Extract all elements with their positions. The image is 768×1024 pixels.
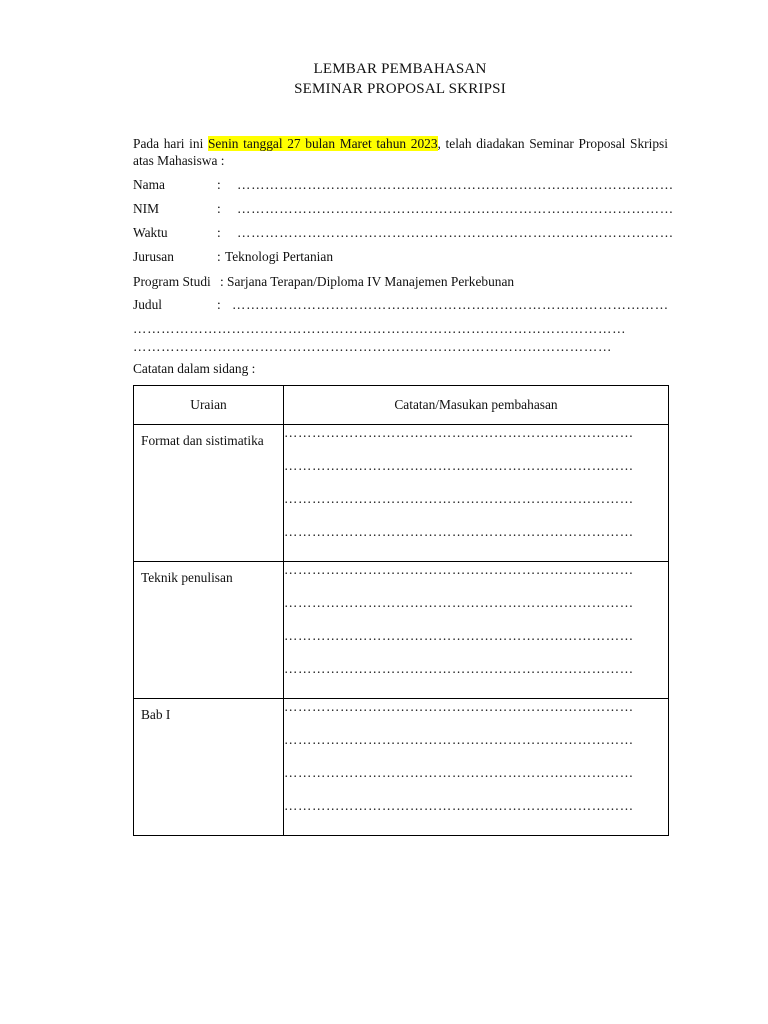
field-label: Nama — [133, 177, 165, 192]
document-title: LEMBAR PEMBAHASAN — [313, 61, 487, 77]
note-line: ………………………………………………………………… — [284, 425, 634, 440]
field-label: Program Studi — [133, 274, 211, 289]
field-label: Judul — [133, 297, 163, 312]
note-line: ………………………………………………………………… — [284, 524, 634, 539]
note-line: ………………………………………………………………… — [284, 798, 634, 813]
field-colon: : — [217, 249, 221, 264]
note-line: ………………………………………………………………… — [284, 765, 634, 780]
note-line: ………………………………………………………………… — [284, 628, 634, 643]
column-header-uraian: Uraian — [134, 386, 284, 425]
intro-suffix: , telah diadakan Seminar Proposal Skripsi atas Mahasiswa : — [133, 136, 668, 168]
table-row — [134, 562, 669, 699]
field-colon: : — [217, 297, 221, 312]
field-colon: : — [217, 201, 221, 216]
field-colon: : — [220, 274, 224, 289]
judul-continuation-line: …………………………………………………………………………………………… — [133, 321, 627, 336]
field-value: Sarjana Terapan/Diploma IV Manajemen Perkebunan — [227, 274, 515, 289]
table-row — [134, 699, 669, 836]
row-notes — [284, 699, 669, 836]
note-line: ………………………………………………………………… — [284, 595, 634, 610]
intro-paragraph — [133, 135, 668, 169]
judul-continuation-line: ………………………………………………………………………………………… — [133, 339, 613, 354]
row-label: Teknik penulisan — [141, 570, 233, 585]
table-header-row — [134, 386, 669, 425]
field-colon: : — [217, 177, 221, 192]
note-line: ………………………………………………………………… — [284, 732, 634, 747]
note-line: ………………………………………………………………… — [284, 661, 634, 676]
row-label: Bab I — [141, 707, 171, 722]
intro-prefix: Pada hari ini — [133, 136, 208, 151]
table-row — [134, 425, 669, 562]
field-label: Jurusan — [133, 249, 174, 264]
notes-table — [133, 385, 669, 836]
field-label: NIM — [133, 201, 160, 216]
notes-label: Catatan dalam sidang : — [133, 361, 256, 376]
row-notes — [284, 562, 669, 699]
field-value: ………………………………………………………………………………… — [232, 297, 669, 312]
row-label: Format dan sistimatika — [141, 433, 264, 448]
field-label: Waktu — [133, 225, 168, 240]
row-notes — [284, 425, 669, 562]
note-line: ………………………………………………………………… — [284, 699, 634, 714]
note-line: ………………………………………………………………… — [284, 562, 634, 577]
field-value: Teknologi Pertanian — [225, 249, 334, 264]
highlighted-date: Senin tanggal 27 bulan Maret tahun 2023 — [207, 136, 438, 151]
document-subtitle: SEMINAR PROPOSAL SKRIPSI — [294, 81, 506, 97]
field-value: ………………………………………………………………………………… — [237, 225, 674, 240]
column-header-catatan: Catatan/Masukan pembahasan — [284, 386, 669, 425]
field-value: ………………………………………………………………………………… — [237, 201, 674, 216]
field-value: ………………………………………………………………………………… — [237, 177, 674, 192]
note-line: ………………………………………………………………… — [284, 491, 634, 506]
field-colon: : — [217, 225, 221, 240]
note-line: ………………………………………………………………… — [284, 458, 634, 473]
